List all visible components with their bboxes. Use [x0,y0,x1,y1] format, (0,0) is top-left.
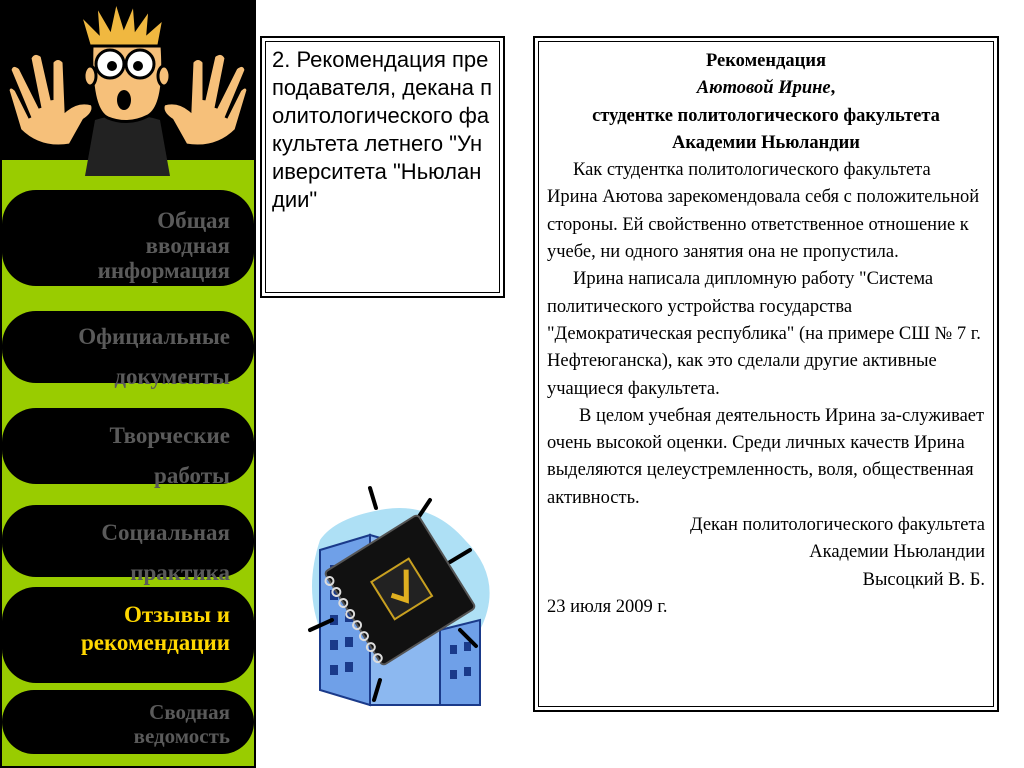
nav-label-line: работы [154,463,230,488]
nav-label-line: Общая [157,208,230,233]
letter-signature: Академии Ньюландии [809,542,985,563]
section-heading: 2. Рекомендация преподавателя, декана политологического факультета летнего "Университета "Ньюландии" [265,41,500,293]
section-heading-box [260,36,505,298]
nav-general-info-button[interactable] [2,190,254,286]
nav-label-line: Творческие [109,423,230,448]
letter-date: 23 июля 2009 г. [547,596,668,617]
approved-book-building-icon [290,480,510,710]
nav-label-line: Официальные [78,324,230,349]
nav-label-line: ведомость [133,724,230,748]
sidebar [0,0,256,768]
letter-title: Рекомендация [706,51,826,71]
letter-subtitle: Академии Ньюландии [672,132,860,153]
nav-label-line: Сводная [149,700,230,724]
nav-reviews-recommendations-button[interactable] [2,587,254,683]
nav-summary-sheet-button[interactable] [2,690,254,754]
nav-social-practice-button[interactable] [2,505,254,585]
letter-paragraph: Как студентка политологического факультета Ирина Аютова зарекомендовала себя с положительной стороны. Ей свойственно ответственное отношение к учебе, ни одного занятия она не пропустила. [547,160,980,263]
letter-recipient-name: Аютовой Ирине, [696,78,836,99]
nav-label-line: Социальная [101,520,230,545]
nav-label-line: документы [114,364,230,389]
surprised-cartoon-man-icon [0,0,256,176]
nav-label-line: информация [97,258,230,283]
nav-label-line: вводная [145,233,230,258]
nav-creative-works-button[interactable] [2,408,254,488]
nav-official-documents-button[interactable] [2,311,254,389]
nav-label-line: практика [130,560,230,585]
nav-label-line: рекомендации [80,630,230,655]
letter-signature: Декан политологического факультета [690,515,985,536]
letter-subtitle: студентке политологического факультета [592,105,940,126]
letter-paragraph: Ирина написала дипломную работу "Система политического устройства государства "Демократическая республика" (на примере СШ № 7 г. Нефтеюганска), как это сделали другие активные учащиеся факультета. [547,269,981,399]
letter-paragraph: В целом учебная деятельность Ирина за-служивает очень высокой оценки. Среди личных качеств Ирина выделяются целеустремленность, воля, общественная активность. [547,405,985,508]
letter-signature: Высоцкий В. Б. [862,569,985,590]
nav-label-line: Отзывы и [123,602,230,627]
recommendation-letter [533,36,999,712]
